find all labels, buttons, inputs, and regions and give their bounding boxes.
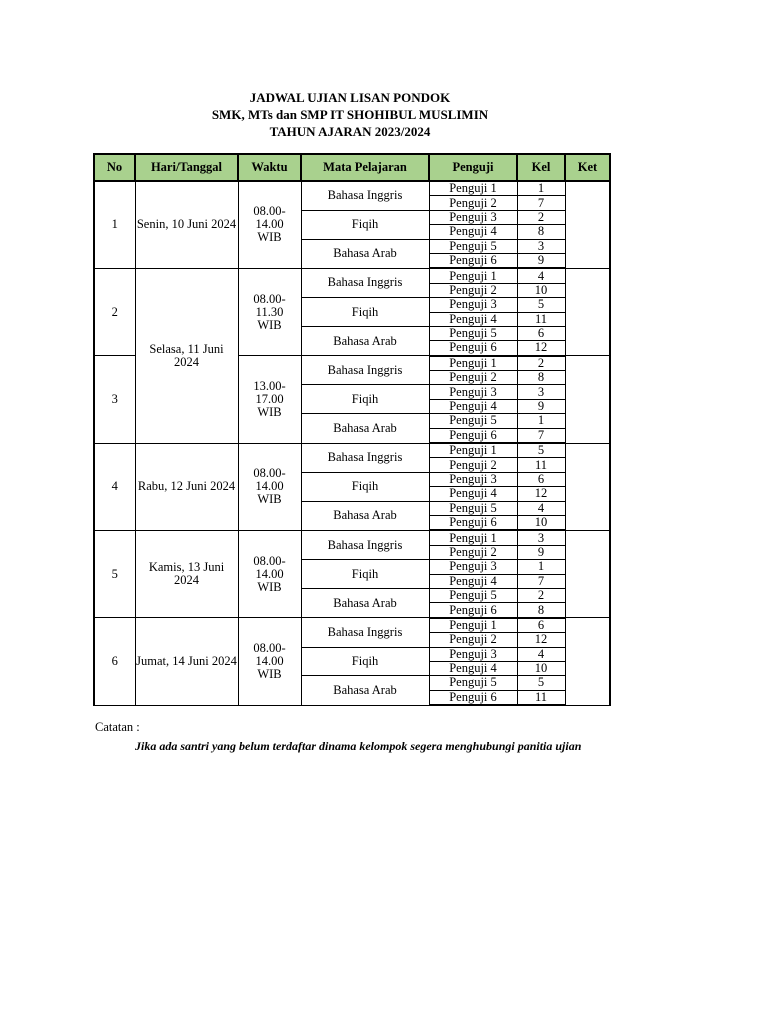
cell-group: 11 <box>517 458 565 472</box>
cell-no: 5 <box>94 530 135 617</box>
cell-date: Senin, 10 Juni 2024 <box>135 181 238 268</box>
cell-examiner: Penguji 1 <box>429 530 517 545</box>
cell-group: 5 <box>517 298 565 312</box>
cell-group: 6 <box>517 618 565 633</box>
title-line-3: TAHUN AJARAN 2023/2024 <box>269 124 431 139</box>
cell-group: 6 <box>517 472 565 486</box>
cell-group: 5 <box>517 443 565 458</box>
cell-group: 12 <box>517 341 565 356</box>
table-row <box>94 181 610 196</box>
cell-group: 12 <box>517 633 565 647</box>
cell-date: Rabu, 12 Juni 2024 <box>135 443 238 530</box>
cell-notes <box>565 356 610 443</box>
cell-group: 7 <box>517 574 565 588</box>
cell-subject: Fiqih <box>301 298 429 327</box>
cell-group: 11 <box>517 312 565 326</box>
cell-examiner: Penguji 1 <box>429 181 517 196</box>
cell-group: 12 <box>517 487 565 501</box>
table-row <box>94 530 610 545</box>
cell-notes <box>565 443 610 530</box>
cell-examiner: Penguji 3 <box>429 472 517 486</box>
cell-subject: Bahasa Arab <box>301 326 429 355</box>
cell-examiner: Penguji 2 <box>429 633 517 647</box>
cell-examiner: Penguji 5 <box>429 676 517 690</box>
cell-group: 1 <box>517 181 565 196</box>
table-row <box>94 268 610 283</box>
cell-group: 2 <box>517 588 565 602</box>
cell-group: 8 <box>517 225 565 239</box>
cell-examiner: Penguji 4 <box>429 574 517 588</box>
cell-time: 08.00- 14.00 WIB <box>238 618 301 705</box>
cell-group: 8 <box>517 371 565 385</box>
cell-subject: Fiqih <box>301 210 429 239</box>
header-time: Waktu <box>238 154 301 181</box>
cell-notes <box>565 530 610 617</box>
cell-subject: Bahasa Inggris <box>301 618 429 647</box>
cell-subject: Bahasa Inggris <box>301 268 429 297</box>
cell-examiner: Penguji 4 <box>429 225 517 239</box>
cell-group: 3 <box>517 385 565 399</box>
cell-time: 08.00- 14.00 WIB <box>238 181 301 268</box>
cell-examiner: Penguji 1 <box>429 356 517 371</box>
cell-group: 5 <box>517 676 565 690</box>
cell-no: 2 <box>94 268 135 355</box>
cell-time: 08.00- 14.00 WIB <box>238 530 301 617</box>
header-subject: Mata Pelajaran <box>301 154 429 181</box>
cell-examiner: Penguji 2 <box>429 283 517 297</box>
cell-group: 1 <box>517 414 565 428</box>
cell-group: 1 <box>517 560 565 574</box>
cell-examiner: Penguji 3 <box>429 210 517 224</box>
cell-time: 08.00- 11.30 WIB <box>238 268 301 355</box>
cell-group: 4 <box>517 647 565 661</box>
cell-group: 9 <box>517 399 565 413</box>
cell-group: 3 <box>517 239 565 253</box>
cell-subject: Fiqih <box>301 560 429 589</box>
cell-subject: Bahasa Arab <box>301 414 429 443</box>
cell-examiner: Penguji 3 <box>429 560 517 574</box>
cell-examiner: Penguji 2 <box>429 371 517 385</box>
cell-examiner: Penguji 3 <box>429 385 517 399</box>
cell-group: 9 <box>517 253 565 268</box>
cell-examiner: Penguji 1 <box>429 618 517 633</box>
cell-subject: Bahasa Inggris <box>301 530 429 559</box>
cell-time: 08.00- 14.00 WIB <box>238 443 301 530</box>
cell-examiner: Penguji 4 <box>429 312 517 326</box>
cell-group: 8 <box>517 603 565 618</box>
cell-examiner: Penguji 4 <box>429 661 517 675</box>
cell-date: Jumat, 14 Juni 2024 <box>135 618 238 705</box>
cell-notes <box>565 618 610 705</box>
cell-subject: Bahasa Arab <box>301 676 429 705</box>
cell-subject: Bahasa Inggris <box>301 181 429 210</box>
cell-time: 13.00- 17.00 WIB <box>238 356 301 443</box>
cell-group: 7 <box>517 428 565 443</box>
cell-examiner: Penguji 6 <box>429 690 517 705</box>
cell-subject: Bahasa Arab <box>301 588 429 617</box>
cell-group: 10 <box>517 515 565 530</box>
table-header-row <box>94 154 610 181</box>
cell-subject: Fiqih <box>301 385 429 414</box>
cell-group: 10 <box>517 283 565 297</box>
cell-examiner: Penguji 6 <box>429 341 517 356</box>
table-body <box>94 181 610 705</box>
cell-examiner: Penguji 2 <box>429 545 517 559</box>
title-line-2: SMK, MTs dan SMP IT SHOHIBUL MUSLIMIN <box>211 107 489 122</box>
cell-examiner: Penguji 6 <box>429 253 517 268</box>
cell-date: Kamis, 13 Juni 2024 <box>135 530 238 617</box>
cell-group: 9 <box>517 545 565 559</box>
cell-examiner: Penguji 5 <box>429 239 517 253</box>
cell-examiner: Penguji 5 <box>429 588 517 602</box>
document-title <box>0 89 700 140</box>
cell-group: 4 <box>517 268 565 283</box>
cell-group: 10 <box>517 661 565 675</box>
cell-examiner: Penguji 6 <box>429 515 517 530</box>
cell-examiner: Penguji 2 <box>429 196 517 210</box>
cell-subject: Bahasa Arab <box>301 501 429 530</box>
cell-examiner: Penguji 1 <box>429 268 517 283</box>
cell-examiner: Penguji 6 <box>429 603 517 618</box>
cell-examiner: Penguji 5 <box>429 414 517 428</box>
cell-examiner: Penguji 5 <box>429 326 517 340</box>
cell-examiner: Penguji 3 <box>429 298 517 312</box>
exam-schedule-table <box>93 153 611 706</box>
cell-no: 4 <box>94 443 135 530</box>
cell-subject: Fiqih <box>301 647 429 676</box>
cell-examiner: Penguji 5 <box>429 501 517 515</box>
cell-group: 3 <box>517 530 565 545</box>
cell-notes <box>565 181 610 268</box>
cell-group: 6 <box>517 326 565 340</box>
table-row <box>94 443 610 458</box>
cell-examiner: Penguji 1 <box>429 443 517 458</box>
cell-examiner: Penguji 6 <box>429 428 517 443</box>
cell-examiner: Penguji 3 <box>429 647 517 661</box>
cell-group: 2 <box>517 356 565 371</box>
header-no: No <box>94 154 135 181</box>
cell-group: 4 <box>517 501 565 515</box>
notes-text: Jika ada santri yang belum terdaftar dinama kelompok segera menghubungi panitia ujian <box>135 739 582 753</box>
notes-label: Catatan : <box>95 720 140 734</box>
title-line-1: JADWAL UJIAN LISAN PONDOK <box>249 90 451 105</box>
cell-no: 3 <box>94 356 135 443</box>
cell-no: 6 <box>94 618 135 705</box>
table-row <box>94 618 610 633</box>
cell-examiner: Penguji 2 <box>429 458 517 472</box>
cell-subject: Bahasa Inggris <box>301 356 429 385</box>
cell-date: Selasa, 11 Juni 2024 <box>135 268 238 443</box>
cell-notes <box>565 268 610 355</box>
cell-group: 2 <box>517 210 565 224</box>
cell-examiner: Penguji 4 <box>429 487 517 501</box>
header-notes: Ket <box>565 154 610 181</box>
cell-subject: Bahasa Inggris <box>301 443 429 472</box>
cell-no: 1 <box>94 181 135 268</box>
header-group: Kel <box>517 154 565 181</box>
cell-examiner: Penguji 4 <box>429 399 517 413</box>
cell-subject: Fiqih <box>301 472 429 501</box>
cell-group: 7 <box>517 196 565 210</box>
cell-group: 11 <box>517 690 565 705</box>
cell-subject: Bahasa Arab <box>301 239 429 268</box>
header-examiner: Penguji <box>429 154 517 181</box>
header-date: Hari/Tanggal <box>135 154 238 181</box>
